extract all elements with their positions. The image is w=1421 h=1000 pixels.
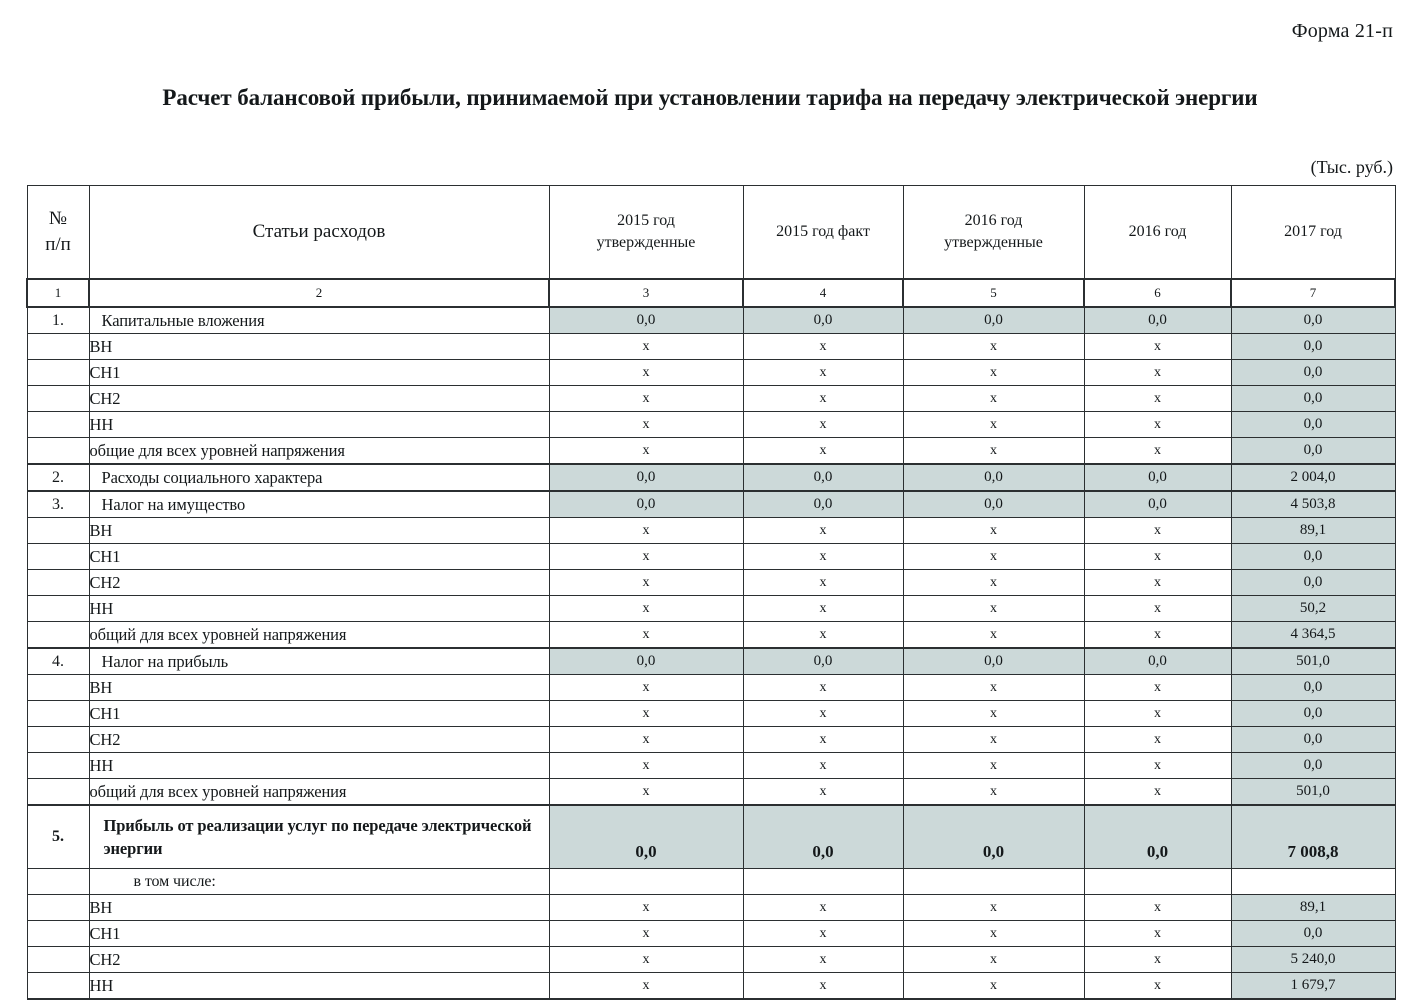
- table-row: [27, 805, 1395, 869]
- table-row: [27, 412, 1395, 438]
- header-expense-items: Статьи расходов: [89, 186, 549, 280]
- value-cell-col3: х: [549, 386, 743, 412]
- value-cell-col3: х: [549, 544, 743, 570]
- table-row: [27, 895, 1395, 921]
- header-row-number: [27, 186, 89, 280]
- row-number-cell: [27, 779, 89, 806]
- table-row: [27, 779, 1395, 806]
- expense-item-label: НН: [89, 753, 549, 779]
- value-cell-col5: х: [903, 438, 1084, 465]
- value-cell-col3: х: [549, 518, 743, 544]
- value-cell-col4: х: [743, 921, 903, 947]
- column-number-2: 2: [89, 279, 549, 307]
- value-cell-col7: 0,0: [1231, 921, 1395, 947]
- value-cell-col7: 0,0: [1231, 675, 1395, 701]
- value-cell-col5: х: [903, 412, 1084, 438]
- value-cell-col6: х: [1084, 544, 1231, 570]
- column-number-6: 6: [1084, 279, 1231, 307]
- value-cell-col3: 0,0: [549, 491, 743, 518]
- value-cell-col6: х: [1084, 622, 1231, 649]
- header-2015-approved-line2: утвержденные: [596, 234, 696, 251]
- value-cell-col3: [549, 869, 743, 895]
- expense-item-label: общие для всех уровней напряжения: [89, 438, 549, 465]
- value-cell-col3: х: [549, 438, 743, 465]
- expense-item-label: СН2: [89, 386, 549, 412]
- expense-item-label: общий для всех уровней напряжения: [89, 622, 549, 649]
- value-cell-col4: х: [743, 895, 903, 921]
- value-cell-col5: х: [903, 596, 1084, 622]
- value-cell-col5: х: [903, 622, 1084, 649]
- value-cell-col4: 0,0: [743, 464, 903, 491]
- value-cell-col4: х: [743, 779, 903, 806]
- value-cell-col6: [1084, 869, 1231, 895]
- table-row: [27, 596, 1395, 622]
- value-cell-col4: х: [743, 622, 903, 649]
- expense-item-label: СН2: [89, 727, 549, 753]
- value-cell-col6: х: [1084, 438, 1231, 465]
- value-cell-col5: 0,0: [903, 307, 1084, 334]
- value-cell-col3: 0,0: [549, 307, 743, 334]
- value-cell-col7: 501,0: [1231, 779, 1395, 806]
- value-cell-col3: х: [549, 412, 743, 438]
- row-number-cell: 2.: [27, 464, 89, 491]
- expense-item-label: Прибыль от реализации услуг по передаче электрической энергии: [89, 805, 549, 869]
- value-cell-col5: х: [903, 675, 1084, 701]
- value-cell-col5: х: [903, 921, 1084, 947]
- value-cell-col6: х: [1084, 779, 1231, 806]
- value-cell-col6: х: [1084, 727, 1231, 753]
- table-row: [27, 921, 1395, 947]
- row-number-cell: [27, 438, 89, 465]
- column-number-4: 4: [743, 279, 903, 307]
- value-cell-col7: 0,0: [1231, 334, 1395, 360]
- table-row: [27, 464, 1395, 491]
- row-number-cell: [27, 360, 89, 386]
- value-cell-col5: х: [903, 386, 1084, 412]
- header-2015-approved: [549, 186, 743, 280]
- table-row: [27, 544, 1395, 570]
- value-cell-col7: 0,0: [1231, 570, 1395, 596]
- value-cell-col3: х: [549, 973, 743, 1000]
- value-cell-col7: 7 008,8: [1231, 805, 1395, 869]
- expense-item-label: Расходы социального характера: [89, 464, 549, 491]
- value-cell-col6: 0,0: [1084, 805, 1231, 869]
- table-row: [27, 622, 1395, 649]
- value-cell-col5: х: [903, 701, 1084, 727]
- table-row: [27, 518, 1395, 544]
- expense-item-label: НН: [89, 973, 549, 1000]
- value-cell-col4: х: [743, 334, 903, 360]
- expense-item-label: ВН: [89, 518, 549, 544]
- value-cell-col7: 0,0: [1231, 727, 1395, 753]
- value-cell-col3: х: [549, 701, 743, 727]
- expense-item-label: СН1: [89, 701, 549, 727]
- value-cell-col4: 0,0: [743, 805, 903, 869]
- value-cell-col5: х: [903, 518, 1084, 544]
- table-row: [27, 386, 1395, 412]
- value-cell-col4: х: [743, 438, 903, 465]
- value-cell-col7: [1231, 869, 1395, 895]
- expense-item-label: ВН: [89, 895, 549, 921]
- value-cell-col3: 0,0: [549, 805, 743, 869]
- row-number-cell: [27, 947, 89, 973]
- expense-item-label: ВН: [89, 334, 549, 360]
- value-cell-col7: 4 503,8: [1231, 491, 1395, 518]
- expense-item-label: СН2: [89, 570, 549, 596]
- table-row: [27, 701, 1395, 727]
- value-cell-col5: х: [903, 947, 1084, 973]
- value-cell-col6: х: [1084, 596, 1231, 622]
- value-cell-col4: х: [743, 727, 903, 753]
- value-cell-col3: х: [549, 675, 743, 701]
- row-number-cell: [27, 518, 89, 544]
- row-number-cell: [27, 570, 89, 596]
- header-2017: 2017 год: [1231, 186, 1395, 280]
- row-number-cell: [27, 753, 89, 779]
- value-cell-col4: х: [743, 973, 903, 1000]
- value-cell-col6: х: [1084, 412, 1231, 438]
- row-number-cell: [27, 973, 89, 1000]
- value-cell-col5: х: [903, 360, 1084, 386]
- expense-item-label: НН: [89, 412, 549, 438]
- value-cell-col5: х: [903, 727, 1084, 753]
- table-row: [27, 491, 1395, 518]
- page-title: Расчет балансовой прибыли, принимаемой при установлении тарифа на передачу электрической энергии: [162, 85, 1258, 110]
- value-cell-col5: х: [903, 973, 1084, 1000]
- table-row: [27, 947, 1395, 973]
- row-number-cell: 5.: [27, 805, 89, 869]
- value-cell-col4: х: [743, 675, 903, 701]
- table-row: [27, 973, 1395, 1000]
- column-number-5: 5: [903, 279, 1084, 307]
- table-row: [27, 334, 1395, 360]
- value-cell-col3: х: [549, 779, 743, 806]
- column-number-1: 1: [27, 279, 89, 307]
- column-number-7: 7: [1231, 279, 1395, 307]
- value-cell-col4: х: [743, 701, 903, 727]
- value-cell-col4: 0,0: [743, 491, 903, 518]
- row-number-cell: [27, 386, 89, 412]
- row-number-cell: 3.: [27, 491, 89, 518]
- value-cell-col6: 0,0: [1084, 307, 1231, 334]
- value-cell-col4: х: [743, 544, 903, 570]
- value-cell-col7: 0,0: [1231, 412, 1395, 438]
- value-cell-col6: х: [1084, 518, 1231, 544]
- expense-item-label: в том числе:: [89, 869, 549, 895]
- value-cell-col7: 0,0: [1231, 701, 1395, 727]
- value-cell-col4: [743, 869, 903, 895]
- value-cell-col7: 0,0: [1231, 544, 1395, 570]
- value-cell-col3: х: [549, 921, 743, 947]
- row-number-cell: 4.: [27, 648, 89, 675]
- form-code-label: Форма 21-п: [1291, 20, 1393, 42]
- value-cell-col7: 2 004,0: [1231, 464, 1395, 491]
- value-cell-col5: 0,0: [903, 491, 1084, 518]
- value-cell-col5: х: [903, 895, 1084, 921]
- value-cell-col5: х: [903, 779, 1084, 806]
- expense-item-label: общий для всех уровней напряжения: [89, 779, 549, 806]
- value-cell-col6: х: [1084, 701, 1231, 727]
- value-cell-col6: х: [1084, 921, 1231, 947]
- row-number-cell: [27, 596, 89, 622]
- table-row: [27, 727, 1395, 753]
- value-cell-col3: х: [549, 727, 743, 753]
- value-cell-col3: х: [549, 570, 743, 596]
- header-row-number-line2: п/п: [45, 234, 71, 255]
- value-cell-col7: 0,0: [1231, 753, 1395, 779]
- header-2016-approved-line2: утвержденные: [944, 234, 1043, 251]
- header-2016-approved: [903, 186, 1084, 280]
- value-cell-col6: х: [1084, 334, 1231, 360]
- value-cell-col6: х: [1084, 675, 1231, 701]
- expense-item-label: НН: [89, 596, 549, 622]
- row-number-cell: [27, 727, 89, 753]
- value-cell-col4: х: [743, 360, 903, 386]
- expense-item-label: СН1: [89, 921, 549, 947]
- value-cell-col7: 5 240,0: [1231, 947, 1395, 973]
- table-row: [27, 307, 1395, 334]
- value-cell-col5: х: [903, 334, 1084, 360]
- value-cell-col6: 0,0: [1084, 648, 1231, 675]
- value-cell-col3: х: [549, 334, 743, 360]
- value-cell-col4: 0,0: [743, 307, 903, 334]
- value-cell-col3: х: [549, 360, 743, 386]
- value-cell-col5: 0,0: [903, 464, 1084, 491]
- value-cell-col6: х: [1084, 360, 1231, 386]
- row-number-cell: [27, 921, 89, 947]
- table-row: [27, 753, 1395, 779]
- expense-item-label: Налог на прибыль: [89, 648, 549, 675]
- value-cell-col6: х: [1084, 895, 1231, 921]
- value-cell-col4: 0,0: [743, 648, 903, 675]
- table-row: [27, 869, 1395, 895]
- row-number-cell: [27, 622, 89, 649]
- value-cell-col3: х: [549, 622, 743, 649]
- value-cell-col6: х: [1084, 973, 1231, 1000]
- value-cell-col7: 89,1: [1231, 895, 1395, 921]
- value-cell-col3: х: [549, 895, 743, 921]
- row-number-cell: [27, 869, 89, 895]
- value-cell-col4: х: [743, 518, 903, 544]
- value-cell-col5: х: [903, 570, 1084, 596]
- value-cell-col7: 0,0: [1231, 438, 1395, 465]
- header-2016-approved-line1: 2016 год: [964, 212, 1023, 230]
- value-cell-col6: х: [1084, 386, 1231, 412]
- row-number-cell: 1.: [27, 307, 89, 334]
- value-cell-col4: х: [743, 753, 903, 779]
- value-cell-col3: 0,0: [549, 648, 743, 675]
- header-2016: 2016 год: [1084, 186, 1231, 280]
- header-2015-actual: 2015 год факт: [743, 186, 903, 280]
- table-row: [27, 675, 1395, 701]
- value-cell-col7: 0,0: [1231, 360, 1395, 386]
- value-cell-col3: х: [549, 947, 743, 973]
- value-cell-col4: х: [743, 412, 903, 438]
- table-row: [27, 570, 1395, 596]
- value-cell-col7: 89,1: [1231, 518, 1395, 544]
- value-cell-col7: 1 679,7: [1231, 973, 1395, 1000]
- value-cell-col6: 0,0: [1084, 464, 1231, 491]
- expense-item-label: ВН: [89, 675, 549, 701]
- table-head: [27, 186, 1395, 308]
- header-2015-approved-line1: 2015 год: [617, 212, 675, 230]
- value-cell-col7: 501,0: [1231, 648, 1395, 675]
- value-cell-col7: 0,0: [1231, 307, 1395, 334]
- row-number-cell: [27, 701, 89, 727]
- header-row-number-line1: №: [48, 208, 68, 230]
- row-number-cell: [27, 334, 89, 360]
- row-number-cell: [27, 544, 89, 570]
- value-cell-col4: х: [743, 596, 903, 622]
- row-number-cell: [27, 675, 89, 701]
- table-row: [27, 438, 1395, 465]
- value-cell-col6: х: [1084, 753, 1231, 779]
- value-cell-col6: х: [1084, 947, 1231, 973]
- expense-item-label: Капитальные вложения: [89, 307, 549, 334]
- value-cell-col7: 0,0: [1231, 386, 1395, 412]
- value-cell-col5: х: [903, 753, 1084, 779]
- units-label: (Тыс. руб.): [1310, 157, 1393, 177]
- table-row: [27, 360, 1395, 386]
- value-cell-col4: х: [743, 570, 903, 596]
- profit-calculation-table: [26, 185, 1396, 1000]
- value-cell-col5: 0,0: [903, 648, 1084, 675]
- column-number-row: [27, 279, 1395, 307]
- column-number-3: 3: [549, 279, 743, 307]
- value-cell-col6: 0,0: [1084, 491, 1231, 518]
- value-cell-col4: х: [743, 386, 903, 412]
- value-cell-col4: х: [743, 947, 903, 973]
- value-cell-col6: х: [1084, 570, 1231, 596]
- table-row: [27, 648, 1395, 675]
- value-cell-col5: [903, 869, 1084, 895]
- value-cell-col3: 0,0: [549, 464, 743, 491]
- row-number-cell: [27, 895, 89, 921]
- value-cell-col3: х: [549, 753, 743, 779]
- expense-item-label: СН1: [89, 544, 549, 570]
- row-number-cell: [27, 412, 89, 438]
- expense-item-label: Налог на имущество: [89, 491, 549, 518]
- value-cell-col7: 50,2: [1231, 596, 1395, 622]
- value-cell-col5: х: [903, 544, 1084, 570]
- value-cell-col5: 0,0: [903, 805, 1084, 869]
- value-cell-col3: х: [549, 596, 743, 622]
- value-cell-col7: 4 364,5: [1231, 622, 1395, 649]
- header-row: [27, 186, 1395, 280]
- expense-item-label: СН1: [89, 360, 549, 386]
- expense-item-label: СН2: [89, 947, 549, 973]
- table-body: [27, 307, 1395, 999]
